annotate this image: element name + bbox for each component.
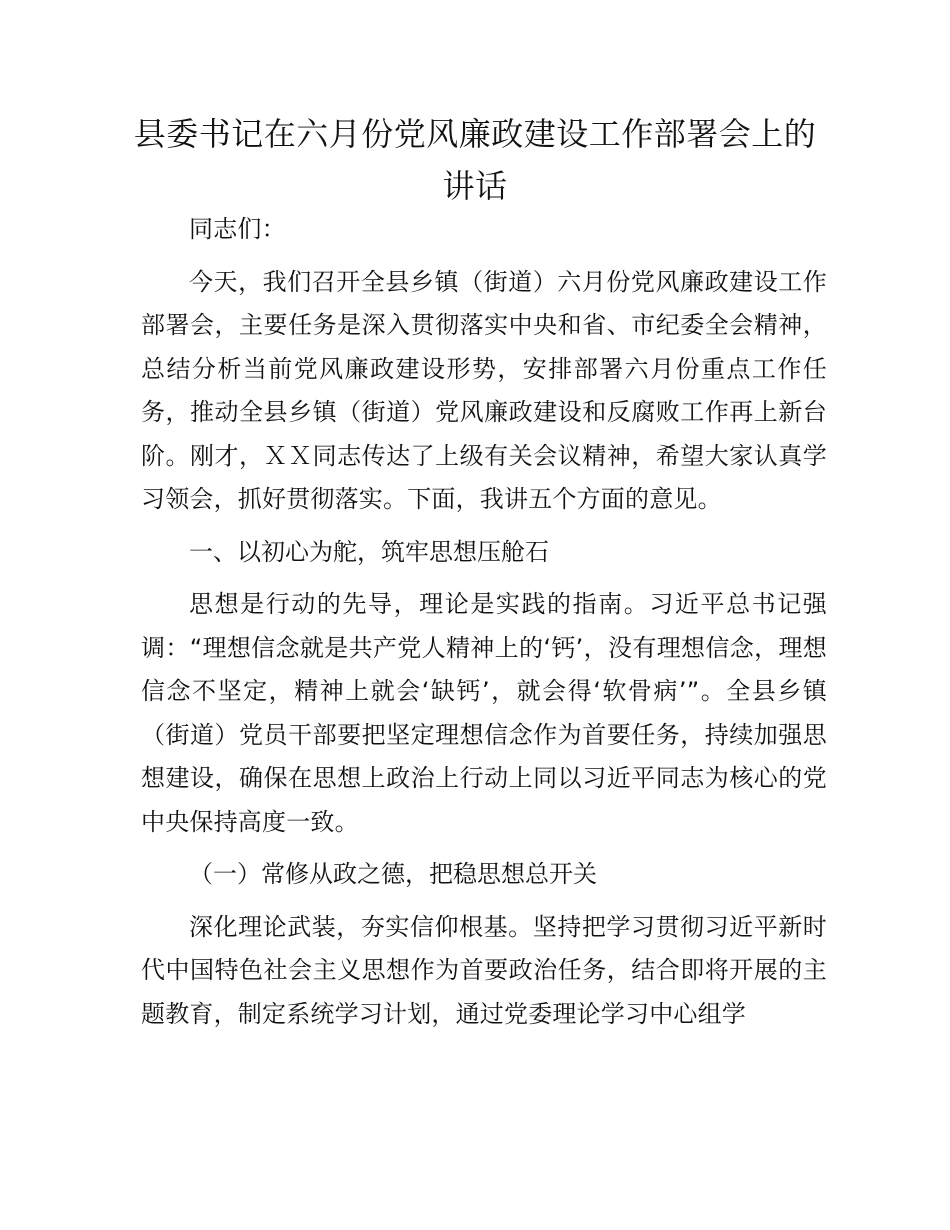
section-heading-1: 一、以初心为舵，筑牢思想压舱石 [189, 537, 549, 566]
section-1-paragraph: 思想是行动的先导，理论是实践的指南。习近平总书记强调：“理想信念就是共产党人精神上的‘钙’，没有理想信念，理想信念不坚定，精神上就会‘缺钙’，就会得‘软骨病’”。全县乡镇（街道）党员干部要把坚定理想信念作为首要任务，持续加强思想建设，确保在思想上政治上行动上同以习近平同志为核心的党中央保持高度一致。 [141, 590, 827, 836]
subsection-1-paragraph: 深化理论武装，夯实信仰根基。坚持把学习贯彻习近平新时代中国特色社会主义思想作为首要政治任务，结合即将开展的主题教育，制定系统学习计划，通过党委理论学习中心组学 [141, 912, 827, 1028]
document-title: 县委书记在六月份党风廉政建设工作部署会上的讲话 [133, 115, 817, 205]
subsection-heading-1: （一）常修从政之德，把稳思想总开关 [189, 860, 597, 888]
document-body [141, 208, 827, 1045]
salutation: 同志们： [189, 215, 286, 243]
opening-paragraph: 今天，我们召开全县乡镇（街道）六月份党风廉政建设工作部署会，主要任务是深入贯彻落实中央和省、市纪委全会精神，总结分析当前党风廉政建设形势，安排部署六月份重点工作任务，推动全县乡镇（街道）党风廉政建设和反腐败工作再上新台阶。刚才，ＸＸ同志传达了上级有关会议精神，希望大家认真学习领会，抓好贯彻落实。下面，我讲五个方面的意见。 [141, 267, 827, 513]
